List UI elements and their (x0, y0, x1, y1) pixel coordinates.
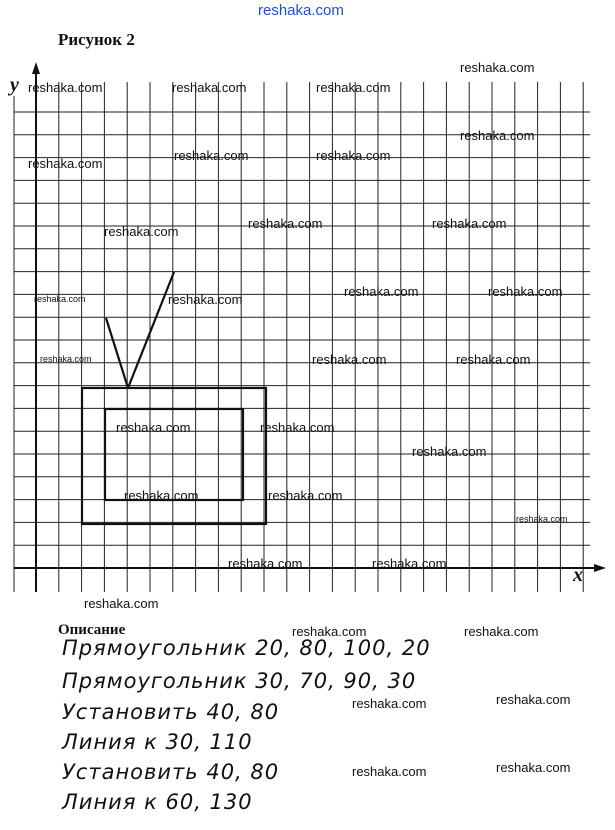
y-axis-label: y (10, 74, 19, 96)
watermark: reshaka.com (460, 60, 535, 75)
watermark: reshaka.com (172, 80, 247, 95)
figure-title: Рисунок 2 (58, 30, 135, 49)
description-title: Описание (58, 622, 126, 638)
watermark: reshaka.com (116, 420, 191, 435)
watermark: reshaka.com (124, 488, 199, 503)
tv-drawing (82, 272, 266, 524)
watermark: reshaka.com (352, 696, 427, 711)
source-watermark: reshaka.com (258, 2, 344, 19)
watermark: reshaka.com (40, 354, 92, 364)
watermark: reshaka.com (316, 148, 391, 163)
watermark: reshaka.com (456, 352, 531, 367)
watermark: reshaka.com (292, 624, 367, 639)
description-line: Линия к 60, 130 (62, 790, 253, 814)
watermark: reshaka.com (344, 284, 419, 299)
watermark: reshaka.com (228, 556, 303, 571)
watermark: reshaka.com (312, 352, 387, 367)
watermark: reshaka.com (316, 80, 391, 95)
description-line: Установить 40, 80 (62, 700, 280, 724)
watermark: reshaka.com (248, 216, 323, 231)
watermark: reshaka.com (460, 128, 535, 143)
watermark: reshaka.com (432, 216, 507, 231)
watermark: reshaka.com (268, 488, 343, 503)
watermark: reshaka.com (28, 156, 103, 171)
watermark: reshaka.com (412, 444, 487, 459)
description-line: Линия к 30, 110 (62, 730, 253, 754)
watermark: reshaka.com (84, 596, 159, 611)
watermark: reshaka.com (174, 148, 249, 163)
watermark: reshaka.com (28, 80, 103, 95)
watermark: reshaka.com (168, 292, 243, 307)
watermark: reshaka.com (372, 556, 447, 571)
watermark: reshaka.com (488, 284, 563, 299)
watermark: reshaka.com (516, 514, 568, 524)
description-line: Установить 40, 80 (62, 760, 280, 784)
x-axis-arrow (594, 564, 606, 572)
watermark: reshaka.com (260, 420, 335, 435)
description-line: Прямоугольник 30, 70, 90, 30 (62, 669, 417, 693)
x-axis-label: x (573, 564, 583, 586)
antenna-left (106, 318, 128, 388)
watermark: reshaka.com (464, 624, 539, 639)
watermark: reshaka.com (496, 760, 571, 775)
watermark: reshaka.com (496, 692, 571, 707)
watermark: reshaka.com (352, 764, 427, 779)
watermark: reshaka.com (104, 224, 179, 239)
description-line: Прямоугольник 20, 80, 100, 20 (62, 636, 431, 660)
y-axis-arrow (32, 62, 40, 74)
watermark: reshaka.com (34, 294, 86, 304)
antenna-right (128, 272, 174, 388)
